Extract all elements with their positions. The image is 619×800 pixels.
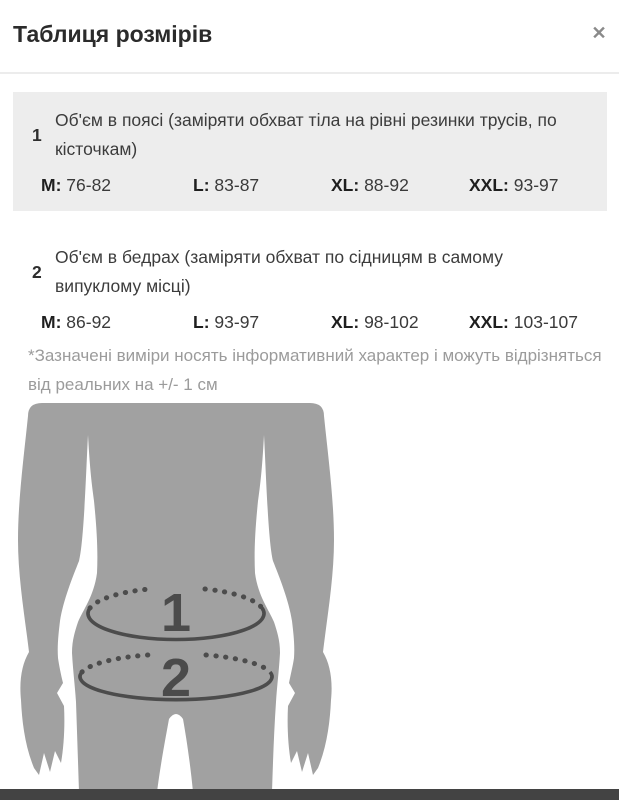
size-row-hips — [13, 229, 607, 335]
disclaimer-note: *Зазначені виміри носять інформативний характер і можуть відрізняться від реальних на +/- 1 см — [28, 346, 602, 394]
body-figure — [0, 400, 360, 792]
size-cell — [193, 172, 331, 198]
row-number: 2 — [32, 261, 42, 282]
size-value: 98-102 — [364, 312, 419, 332]
size-cell — [331, 309, 469, 335]
size-label: XL: — [331, 312, 360, 332]
size-label: L: — [193, 312, 210, 332]
row-number: 1 — [32, 124, 42, 145]
sizes-row — [41, 309, 592, 335]
waist-label: 1 — [160, 583, 192, 643]
size-cell — [41, 172, 193, 198]
size-value: 86-92 — [66, 312, 112, 332]
row-header — [28, 106, 592, 164]
size-cell — [41, 309, 193, 335]
size-cell — [469, 309, 592, 335]
size-label: M: — [41, 312, 62, 332]
bottom-scrollbar[interactable] — [0, 789, 619, 800]
size-value: 93-97 — [513, 175, 559, 195]
size-label: XL: — [331, 175, 360, 195]
page-title: Таблиця розмірів — [13, 21, 213, 47]
row-description: Об'єм в бедрах (заміряти обхват по сідницям в самому випуклому місці) — [55, 247, 503, 296]
row-header — [28, 243, 592, 301]
size-value: 93-97 — [214, 312, 260, 332]
size-value: 76-82 — [66, 175, 112, 195]
close-icon[interactable]: ✕ — [587, 21, 611, 45]
row-description: Об'єм в поясі (заміряти обхват тіла на рівні резинки трусів, по кісточкам) — [55, 110, 557, 159]
modal-header — [0, 0, 619, 74]
size-label: M: — [41, 175, 62, 195]
size-row-waist — [13, 92, 607, 211]
size-cell — [331, 172, 469, 198]
body-silhouette-svg — [0, 400, 360, 792]
size-cell — [193, 309, 331, 335]
size-label: XXL: — [469, 312, 509, 332]
size-value: 103-107 — [513, 312, 578, 332]
size-label: XXL: — [469, 175, 509, 195]
size-label: L: — [193, 175, 210, 195]
hip-label: 2 — [160, 648, 192, 708]
size-value: 83-87 — [214, 175, 260, 195]
size-cell — [469, 172, 592, 198]
sizes-row — [41, 172, 592, 198]
size-value: 88-92 — [364, 175, 409, 195]
